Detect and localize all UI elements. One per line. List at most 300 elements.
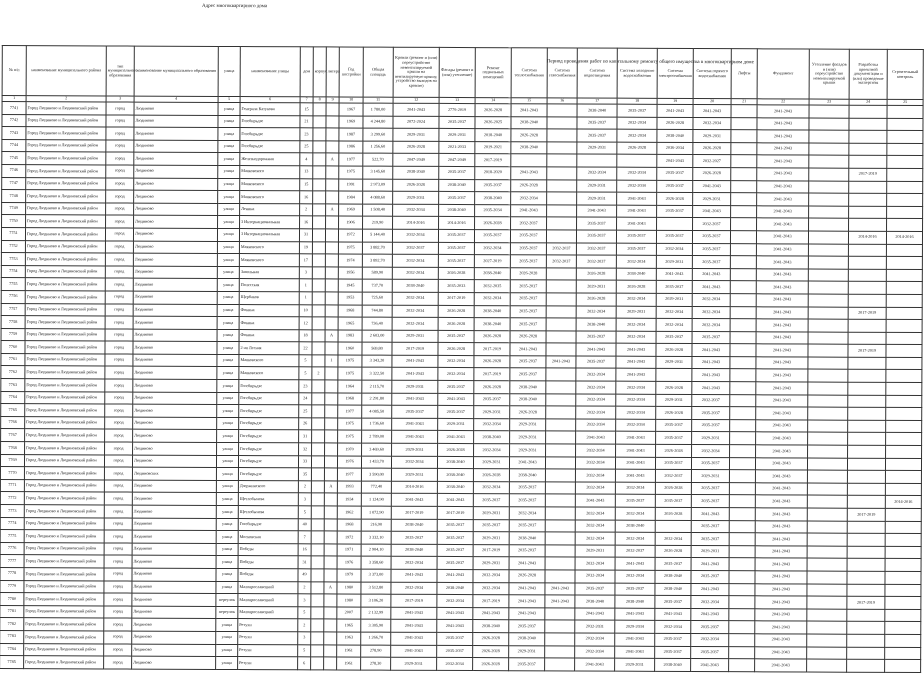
table-cell [847, 622, 885, 635]
table-cell: 2041-2043 [546, 356, 576, 369]
table-cell: 2041-2043 [391, 632, 437, 645]
table-cell: Город Людиново и Людиновский район [25, 379, 105, 392]
column-number: 20 [693, 99, 731, 105]
table-cell [886, 269, 922, 282]
table-cell: 2041-2043 [755, 583, 807, 596]
table-cell: 2041-2043 [756, 331, 808, 344]
table-cell [848, 282, 886, 295]
table-cell: 2026-2028 [438, 305, 474, 318]
table-cell: 12 [299, 317, 312, 330]
table-cell: 1 266,70 [361, 632, 391, 645]
table-cell: 2041-2043 [693, 105, 731, 118]
column-header: Фасады (ремонт и (или) утепление) [439, 47, 475, 97]
table-cell [730, 268, 756, 281]
table-cell: улица [217, 430, 239, 443]
table-cell: 2041-2043 [615, 633, 655, 646]
table-cell: 2035-2037 [509, 620, 545, 633]
table-cell: 4 [300, 153, 313, 166]
table-cell: 2026-2028 [438, 443, 474, 456]
table-cell: улица [216, 480, 238, 493]
table-cell: 2041-2043 [391, 645, 437, 658]
table-cell [325, 292, 338, 305]
table-cell [807, 621, 847, 634]
table-cell: 2038-2040 [509, 469, 545, 482]
table-cell: 1977 [337, 468, 361, 481]
table-cell: 5 144,40 [362, 229, 392, 242]
table-cell [729, 508, 755, 521]
table-cell: Людиново [132, 480, 216, 493]
table-cell: 2041-2043 [615, 646, 655, 659]
table-cell: 7781 [0, 605, 24, 618]
column-number: 12 [393, 97, 439, 103]
table-cell [311, 594, 324, 607]
table-cell: 2032-2034 [575, 520, 615, 533]
table-cell: 2041-2043 [692, 369, 730, 382]
table-cell: Маяковского [239, 254, 299, 267]
table-cell: Людиново [134, 140, 218, 153]
table-cell: 2041-2043 [756, 344, 808, 357]
table-cell [325, 317, 338, 330]
table-cell: 1975 [338, 242, 362, 255]
table-cell [729, 621, 755, 634]
column-number: 19 [657, 98, 693, 104]
table-cell: 2 [298, 481, 311, 494]
table-cell: город [104, 505, 132, 518]
table-cell: 1979 [337, 569, 361, 582]
table-cell: 1 [325, 355, 338, 368]
table-cell: 49 [298, 569, 311, 582]
table-cell [849, 193, 887, 206]
table-cell: 7776 [0, 542, 24, 555]
table-cell [729, 659, 755, 672]
table-cell: 2035-2037 [576, 230, 616, 243]
table-cell [808, 407, 848, 420]
table-cell: 2026-2028 [655, 545, 691, 558]
table-cell: 2041-2043 [615, 457, 655, 470]
table-cell: город [104, 467, 132, 480]
table-cell: 2041-2043 [757, 206, 809, 219]
table-cell: Город Людиново и Людиновский район [25, 253, 105, 266]
table-cell [848, 332, 886, 345]
table-cell: 16 [298, 544, 311, 557]
table-cell: Гогебирьдзе [239, 405, 299, 418]
table-cell: 2026-2028 [438, 343, 474, 356]
table-cell: Город Людиново и Людиновский район [24, 479, 104, 492]
table-cell [809, 105, 849, 118]
table-cell: 2026-2028 [657, 117, 693, 130]
table-cell: 1960 [338, 342, 362, 355]
table-cell: Людиново [132, 555, 216, 568]
table-cell [729, 558, 755, 571]
table-cell: 2035-2037 [437, 632, 473, 645]
table-cell: 2026-2028 [656, 407, 692, 420]
table-cell [730, 243, 756, 256]
table-cell [849, 181, 887, 194]
column-header: Ремонт подвальных помещений [475, 48, 511, 98]
table-cell: город [105, 354, 133, 367]
table-cell [848, 370, 886, 383]
table-cell: город [104, 581, 132, 594]
table-cell [730, 294, 756, 307]
table-cell: Людиново [132, 618, 216, 631]
table-cell [885, 609, 921, 622]
table-cell: 2041-2043 [755, 457, 807, 470]
table-cell: 2032-2034 [391, 456, 437, 469]
table-cell: 7779 [0, 580, 24, 593]
table-cell: 2029-2031 [473, 532, 509, 545]
table-cell: 2035-2037 [692, 407, 730, 420]
column-header: улица [218, 46, 240, 96]
table-cell: Людиново [134, 102, 218, 115]
table-cell [808, 256, 848, 269]
table-cell: 7746 [2, 164, 26, 177]
table-cell: 5 [298, 644, 311, 657]
table-cell: 2038-2040 [474, 267, 510, 280]
capital-repair-table [0, 45, 924, 673]
table-cell [887, 194, 923, 207]
table-cell: 2032-2034 [616, 255, 656, 268]
table-cell: улица [217, 405, 239, 418]
table-cell [886, 408, 922, 421]
table-cell: 2032-2034 [474, 242, 510, 255]
table-cell: Город Людиново и Людиновский район [25, 404, 105, 417]
table-cell: улица [217, 342, 239, 355]
table-cell [885, 659, 921, 672]
table-cell [885, 584, 921, 597]
table-cell: 2041-2043 [691, 608, 729, 621]
table-cell: 2032-2034 [392, 292, 438, 305]
table-cell: 2041-2043 [757, 168, 809, 181]
table-cell [655, 520, 691, 533]
table-cell [807, 596, 847, 609]
table-cell: 7770 [0, 467, 24, 480]
column-header: наименование муниципального района [26, 46, 106, 96]
table-cell: 2029-2031 [510, 444, 546, 457]
table-cell: 2026-2028 [474, 355, 510, 368]
table-cell: Ретухи [238, 657, 298, 670]
table-cell [311, 619, 324, 632]
table-cell: 2032-2037 [546, 255, 576, 268]
table-cell: 21 [300, 115, 313, 128]
table-cell: 3 469,60 [362, 443, 392, 456]
table-cell [324, 657, 337, 670]
table-cell [311, 493, 324, 506]
table-cell: 2029-2031 [438, 418, 474, 431]
table-cell: 7741 [2, 102, 26, 115]
table-cell [545, 457, 575, 470]
table-cell: 7748 [2, 190, 26, 203]
table-cell: 2041-2043 [615, 608, 655, 621]
table-cell [326, 216, 339, 229]
table-cell: 216,90 [361, 519, 391, 532]
table-cell: 2041-2043 [755, 659, 807, 672]
table-cell: 2032-2034 [576, 419, 616, 432]
column-header: Система газоснабжения [547, 48, 577, 98]
table-cell: улица [216, 556, 238, 569]
table-cell: Людиново [133, 304, 217, 317]
table-cell: 1 124,90 [361, 493, 391, 506]
table-cell [807, 495, 847, 508]
table-cell: 2041-2043 [392, 431, 438, 444]
table-cell [546, 394, 576, 407]
table-cell: Город Людиново и Людиновский район [24, 467, 104, 480]
table-cell: улица [218, 165, 240, 178]
table-cell: 25 [300, 141, 313, 154]
table-cell: 2029-2031 [656, 293, 692, 306]
table-cell [729, 470, 755, 483]
table-cell: 7767 [1, 429, 25, 442]
table-cell: 2041-2043 [756, 420, 808, 433]
table-cell [324, 531, 337, 544]
table-cell: Малоярославецкий [238, 581, 298, 594]
table-cell: 1980 [337, 594, 361, 607]
table-cell: 2021-2033 [439, 141, 475, 154]
table-cell [325, 367, 338, 380]
table-cell: город [105, 228, 133, 241]
table-cell [807, 470, 847, 483]
table-cell: 2026-2028 [475, 217, 511, 230]
table-cell: 2007 [337, 607, 361, 620]
table-cell: 2017-2019 [474, 343, 510, 356]
table-cell: улица [216, 543, 238, 556]
table-cell: 2026-2028 [511, 179, 547, 192]
table-cell: 2041-2043 [757, 130, 809, 143]
table-cell: 1 256,60 [363, 141, 393, 154]
table-cell: 2032-2034 [575, 482, 615, 495]
table-cell: 2032-2034 [692, 445, 730, 458]
table-cell: 1964 [338, 380, 362, 393]
table-cell [326, 178, 339, 191]
table-cell: 2032-2037 [692, 394, 730, 407]
table-cell: 2032-2034 [575, 532, 615, 545]
table-cell: улица [217, 291, 239, 304]
table-cell [887, 181, 923, 194]
column-header: Год постройки [339, 47, 363, 97]
table-cell: 2041-2043 [616, 444, 656, 457]
table-cell: 2017-2019 [475, 154, 511, 167]
table-cell: 2041-2043 [757, 105, 809, 118]
table-cell [849, 105, 887, 118]
table-cell: 772,40 [361, 481, 391, 494]
table-cell: 2032-2034 [616, 419, 656, 432]
table-cell: 2032-2034 [575, 633, 615, 646]
table-cell: Людиново [134, 190, 218, 203]
table-cell: Маяковского [240, 166, 300, 179]
table-cell: 2026-2028 [473, 645, 509, 658]
table-cell: 2032-2034 [575, 507, 615, 520]
table-cell: Людиново [134, 165, 218, 178]
table-cell: улица [217, 279, 239, 292]
table-cell: город [104, 631, 132, 644]
table-cell: 2035-2037 [656, 331, 692, 344]
table-cell: 4 244,80 [363, 116, 393, 129]
column-header: Лифты [731, 49, 757, 99]
table-cell: 2026-2028 [693, 167, 731, 180]
table-cell: Город Людиново и Людиновский район [24, 492, 104, 505]
table-cell: 2041-2043 [509, 582, 545, 595]
table-cell: 2038-2040 [473, 620, 509, 633]
table-cell: 7756 [1, 290, 25, 303]
table-cell: 2041-2043 [473, 607, 509, 620]
table-cell: 1961 [337, 644, 361, 657]
table-cell: 2035-2037 [391, 531, 437, 544]
table-cell: Гогебирьдзе [238, 455, 298, 468]
table-cell [848, 294, 886, 307]
column-header: Строительный контроль [887, 49, 923, 99]
table-cell [546, 419, 576, 432]
table-cell: 1971 [337, 544, 361, 557]
table-cell: 2032-2034 [576, 306, 616, 319]
table-cell: 3 332,10 [361, 531, 391, 544]
table-cell: 2035-2037 [655, 596, 691, 609]
table-cell: 2035-2037 [657, 205, 693, 218]
table-cell: 3 [298, 594, 311, 607]
table-cell: 1967 [339, 103, 363, 116]
table-cell [887, 168, 923, 181]
table-cell: улица [217, 254, 239, 267]
table-cell: город [106, 190, 134, 203]
table-cell: Людиново [132, 492, 216, 505]
table-cell: Город Людиново и Людиновский район [25, 291, 105, 304]
table-cell [313, 204, 326, 217]
table-cell [849, 118, 887, 131]
table-cell [546, 305, 576, 318]
table-cell: 2041-2043 [391, 569, 437, 582]
table-cell: 2032-2034 [437, 658, 473, 671]
table-cell: 1974 [338, 254, 362, 267]
table-cell: 1 508,40 [363, 204, 393, 217]
column-number: 1 [2, 96, 26, 102]
table-cell [730, 344, 756, 357]
table-cell: улица [217, 228, 239, 241]
column-number: 18 [617, 98, 657, 104]
table-cell [546, 431, 576, 444]
table-cell [730, 256, 756, 269]
table-cell: 7778 [0, 567, 24, 580]
table-cell [546, 343, 576, 356]
table-cell [886, 370, 922, 383]
table-cell: 2032-2034 [691, 596, 729, 609]
table-cell: 2038-2040 [655, 658, 691, 671]
table-cell: город [104, 480, 132, 493]
table-cell: 1977 [339, 153, 363, 166]
table-cell [656, 369, 692, 382]
table-cell [886, 282, 922, 295]
table-cell: 31 [299, 229, 312, 242]
table-cell: 2032-2037 [655, 470, 691, 483]
table-cell: 2032-2034 [617, 117, 657, 130]
table-cell: 2035-2037 [657, 167, 693, 180]
table-cell: Маяковского [240, 178, 300, 191]
table-cell: 3 892,70 [362, 254, 392, 267]
document-sheet [0, 3, 919, 668]
table-cell: Город Людиново и Людиновский район [24, 542, 104, 555]
table-cell: 1 736,60 [362, 418, 392, 431]
table-cell: Запольная [239, 266, 299, 279]
table-cell: 2026-2028 [656, 344, 692, 357]
column-header: Разработка проектной документации и (или) проведение экспертизы [849, 49, 887, 99]
table-cell: Щеглобычева [238, 506, 298, 519]
table-cell [547, 192, 577, 205]
table-cell: улица [217, 442, 239, 455]
table-cell: 2035-2037 [439, 192, 475, 205]
table-cell: 2041-2043 [391, 620, 437, 633]
table-cell [885, 458, 921, 471]
table-cell: 7771 [0, 479, 24, 492]
table-cell [547, 154, 577, 167]
table-cell: 2032-2031 [575, 620, 615, 633]
table-cell: Город Людиново и Людиновский район [25, 429, 105, 442]
table-cell: улица [216, 531, 238, 544]
table-cell: 2026-2028 [510, 330, 546, 343]
table-cell [313, 191, 326, 204]
table-cell: Гогебирьдзе [239, 417, 299, 430]
table-cell: Людиново [132, 631, 216, 644]
table-cell: 1972 [337, 531, 361, 544]
table-cell [324, 569, 337, 582]
table-cell: Людиново [132, 593, 216, 606]
table-cell: 2017-2019 [392, 342, 438, 355]
table-cell: улица [217, 329, 239, 342]
table-cell: 1 433,70 [361, 456, 391, 469]
table-cell: город [105, 266, 133, 279]
table-cell [729, 608, 755, 621]
table-cell [731, 193, 757, 206]
table-cell [326, 116, 339, 129]
table-cell: 2032-2034 [692, 319, 730, 332]
table-cell: 2032-2034 [575, 646, 615, 659]
table-cell [546, 368, 576, 381]
table-cell: 1980 [337, 582, 361, 595]
table-cell: 2041-2043 [657, 155, 693, 168]
table-cell: 2041-2043 [755, 483, 807, 496]
table-cell: 2047-2049 [393, 154, 439, 167]
table-cell: 2026-2028 [617, 142, 657, 155]
table-cell: 7774 [0, 517, 24, 530]
table-cell [546, 280, 576, 293]
table-cell: 2035-2037 [438, 330, 474, 343]
table-cell: Город Людиново и Людиновский район [25, 366, 105, 379]
table-cell: Победы [238, 556, 298, 569]
table-cell: улица [218, 102, 240, 115]
table-cell: Победы [238, 543, 298, 556]
table-cell: Щербаков [239, 291, 299, 304]
table-cell [807, 458, 847, 471]
table-cell: Город Людиново и Людиновский район [24, 618, 104, 631]
table-cell: 2026-2028 [510, 267, 546, 280]
table-cell: Людиново [132, 543, 216, 556]
table-cell: Людиново [132, 581, 216, 594]
table-cell: 2017-2019 [438, 292, 474, 305]
table-cell: 2029-2031 [693, 130, 731, 143]
table-cell: 2019-2021 [475, 141, 511, 154]
table-cell: Дзержинского [238, 480, 298, 493]
table-cell: 2041-2043 [545, 595, 575, 608]
table-cell: 2029-2031 [576, 280, 616, 293]
table-cell: 2035-2037 [692, 243, 730, 256]
table-cell: 2035-2037 [616, 243, 656, 256]
table-cell: Людиново [133, 341, 217, 354]
table-cell [547, 142, 577, 155]
table-cell: 2038-2040 [576, 318, 616, 331]
table-cell: 2032-2034 [473, 582, 509, 595]
table-cell: 23 [299, 380, 312, 393]
table-cell: Маяковского [239, 354, 299, 367]
table-cell: 2041-2043 [575, 608, 615, 621]
table-cell [325, 405, 338, 418]
table-cell: 2035-2037 [474, 230, 510, 243]
table-cell [311, 518, 324, 531]
